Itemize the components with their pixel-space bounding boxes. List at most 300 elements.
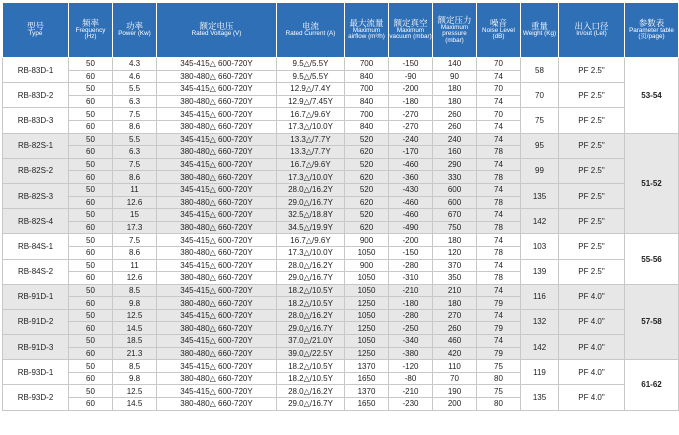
current-cell: 34.5△/19.9Y (277, 221, 345, 234)
pressure-cell: 270 (433, 309, 477, 322)
noise-cell: 78 (477, 246, 521, 259)
airflow-cell: 620 (345, 221, 389, 234)
power-cell: 12.5 (113, 385, 157, 398)
power-cell: 8.5 (113, 360, 157, 373)
frequency-cell: 50 (69, 108, 113, 121)
noise-cell: 78 (477, 221, 521, 234)
frequency-cell: 60 (69, 347, 113, 360)
header-max-vacuum-zh: 额定真空 (393, 17, 428, 28)
frequency-cell: 50 (69, 385, 113, 398)
table-row (3, 234, 679, 247)
vacuum-cell: -280 (389, 309, 433, 322)
voltage-cell: 345-415△ 600-720Y (157, 58, 277, 71)
port-cell: PF 2.5" (559, 133, 625, 158)
header-max-airflow (345, 3, 389, 58)
current-cell: 12.9△/7.45Y (277, 95, 345, 108)
vacuum-cell: -430 (389, 183, 433, 196)
voltage-cell: 345-415△ 600-720Y (157, 108, 277, 121)
header-type-en: Type (28, 30, 43, 38)
voltage-cell: 380-480△ 660-720Y (157, 70, 277, 83)
header-power-zh: 功率 (125, 21, 143, 32)
current-cell: 9.5△/5.5Y (277, 70, 345, 83)
airflow-cell: 1050 (345, 309, 389, 322)
voltage-cell: 345-415△ 600-720Y (157, 309, 277, 322)
noise-cell: 70 (477, 108, 521, 121)
header-frequency (69, 3, 113, 58)
noise-cell: 74 (477, 259, 521, 272)
frequency-cell: 60 (69, 171, 113, 184)
current-cell: 13.3△/7.7Y (277, 146, 345, 159)
frequency-cell: 60 (69, 272, 113, 285)
frequency-cell: 60 (69, 120, 113, 133)
weight-cell: 75 (521, 108, 559, 133)
airflow-cell: 900 (345, 234, 389, 247)
header-frequency-en: Frequency (Hz) (75, 26, 106, 41)
vacuum-cell: -270 (389, 108, 433, 121)
current-cell: 17.3△/10.0Y (277, 171, 345, 184)
power-cell: 21.3 (113, 347, 157, 360)
frequency-cell: 50 (69, 83, 113, 96)
port-cell: PF 2.5" (559, 108, 625, 133)
noise-cell: 78 (477, 196, 521, 209)
table-row (3, 158, 679, 171)
model-type-cell: RB-84S-2 (3, 259, 69, 284)
table-body (3, 58, 679, 411)
vacuum-cell: -180 (389, 95, 433, 108)
vacuum-cell: -460 (389, 196, 433, 209)
noise-cell: 70 (477, 58, 521, 71)
header-type (3, 3, 69, 58)
noise-cell: 74 (477, 183, 521, 196)
model-type-cell: RB-82S-1 (3, 133, 69, 158)
voltage-cell: 380-480△ 660-720Y (157, 196, 277, 209)
airflow-cell: 1050 (345, 284, 389, 297)
airflow-cell: 1050 (345, 272, 389, 285)
port-cell: PF 4.0" (559, 335, 625, 360)
voltage-cell: 345-415△ 600-720Y (157, 360, 277, 373)
model-type-cell: RB-82S-4 (3, 209, 69, 234)
header-max-pressure-zh: 额定压力 (437, 14, 472, 25)
current-cell: 28.0△/16.2Y (277, 183, 345, 196)
frequency-cell: 60 (69, 196, 113, 209)
voltage-cell: 380-480△ 660-720Y (157, 347, 277, 360)
frequency-cell: 50 (69, 158, 113, 171)
airflow-cell: 520 (345, 133, 389, 146)
noise-cell: 79 (477, 297, 521, 310)
port-cell: PF 2.5" (559, 209, 625, 234)
pressure-cell: 240 (433, 133, 477, 146)
frequency-cell: 60 (69, 297, 113, 310)
port-cell: PF 2.5" (559, 183, 625, 208)
table-row (3, 284, 679, 297)
weight-cell: 58 (521, 58, 559, 83)
noise-cell: 74 (477, 133, 521, 146)
header-rated-voltage-en: Rated Voltage (V) (191, 30, 242, 38)
current-cell: 29.0△/16.7Y (277, 398, 345, 411)
pressure-cell: 350 (433, 272, 477, 285)
voltage-cell: 380-480△ 660-720Y (157, 95, 277, 108)
power-cell: 14.5 (113, 322, 157, 335)
header-in-out-en: In/out (Let) (576, 30, 607, 38)
vacuum-cell: -460 (389, 158, 433, 171)
noise-cell: 74 (477, 209, 521, 222)
header-rated-current-zh: 电流 (301, 21, 319, 32)
noise-cell: 74 (477, 70, 521, 83)
voltage-cell: 380-480△ 660-720Y (157, 372, 277, 385)
airflow-cell: 700 (345, 58, 389, 71)
airflow-cell: 1650 (345, 372, 389, 385)
noise-cell: 74 (477, 309, 521, 322)
weight-cell: 139 (521, 259, 559, 284)
model-type-cell: RB-82S-3 (3, 183, 69, 208)
weight-cell: 70 (521, 83, 559, 108)
header-noise-level-zh: 噪音 (489, 17, 507, 28)
weight-cell: 119 (521, 360, 559, 385)
power-cell: 7.5 (113, 234, 157, 247)
header-weight-zh: 重量 (530, 21, 548, 32)
table-row (3, 83, 679, 96)
model-type-cell: RB-91D-3 (3, 335, 69, 360)
frequency-cell: 50 (69, 183, 113, 196)
noise-cell: 70 (477, 83, 521, 96)
airflow-cell: 620 (345, 171, 389, 184)
vacuum-cell: -180 (389, 297, 433, 310)
noise-cell: 75 (477, 360, 521, 373)
current-cell: 28.0△/16.2Y (277, 259, 345, 272)
voltage-cell: 380-480△ 660-720Y (157, 246, 277, 259)
current-cell: 18.2△/10.5Y (277, 284, 345, 297)
frequency-cell: 60 (69, 398, 113, 411)
port-cell: PF 2.5" (559, 158, 625, 183)
frequency-cell: 50 (69, 133, 113, 146)
voltage-cell: 380-480△ 660-720Y (157, 120, 277, 133)
pressure-cell: 70 (433, 372, 477, 385)
pressure-cell: 750 (433, 221, 477, 234)
power-cell: 6.3 (113, 95, 157, 108)
page-ref-cell: 53-54 (625, 58, 679, 134)
pressure-cell: 190 (433, 385, 477, 398)
current-cell: 13.3△/7.7Y (277, 133, 345, 146)
table-row (3, 360, 679, 373)
airflow-cell: 1370 (345, 385, 389, 398)
vacuum-cell: -200 (389, 234, 433, 247)
noise-cell: 79 (477, 347, 521, 360)
airflow-cell: 1370 (345, 360, 389, 373)
vacuum-cell: -230 (389, 398, 433, 411)
airflow-cell: 1250 (345, 322, 389, 335)
header-weight (521, 3, 559, 58)
current-cell: 16.7△/9.6Y (277, 234, 345, 247)
current-cell: 18.2△/10.5Y (277, 372, 345, 385)
model-type-cell: RB-84S-1 (3, 234, 69, 259)
frequency-cell: 50 (69, 58, 113, 71)
airflow-cell: 700 (345, 108, 389, 121)
voltage-cell: 345-415△ 600-720Y (157, 335, 277, 348)
voltage-cell: 345-415△ 600-720Y (157, 284, 277, 297)
frequency-cell: 50 (69, 209, 113, 222)
table-row (3, 385, 679, 398)
vacuum-cell: -240 (389, 133, 433, 146)
header-parameter-table (625, 3, 679, 58)
pressure-cell: 600 (433, 183, 477, 196)
voltage-cell: 345-415△ 600-720Y (157, 385, 277, 398)
airflow-cell: 1250 (345, 347, 389, 360)
noise-cell: 75 (477, 385, 521, 398)
current-cell: 39.0△/22.5Y (277, 347, 345, 360)
weight-cell: 99 (521, 158, 559, 183)
noise-cell: 74 (477, 335, 521, 348)
noise-cell: 74 (477, 284, 521, 297)
header-row (3, 3, 679, 58)
pressure-cell: 90 (433, 70, 477, 83)
header-max-vacuum (389, 3, 433, 58)
pressure-cell: 120 (433, 246, 477, 259)
voltage-cell: 380-480△ 660-720Y (157, 297, 277, 310)
power-cell: 8.6 (113, 246, 157, 259)
port-cell: PF 2.5" (559, 58, 625, 83)
pressure-cell: 370 (433, 259, 477, 272)
airflow-cell: 840 (345, 95, 389, 108)
frequency-cell: 60 (69, 70, 113, 83)
table-row (3, 58, 679, 71)
model-type-cell: RB-91D-1 (3, 284, 69, 309)
pressure-cell: 180 (433, 95, 477, 108)
model-type-cell: RB-91D-2 (3, 309, 69, 334)
power-cell: 15 (113, 209, 157, 222)
frequency-cell: 60 (69, 372, 113, 385)
model-type-cell: RB-93D-1 (3, 360, 69, 385)
pressure-cell: 670 (433, 209, 477, 222)
vacuum-cell: -340 (389, 335, 433, 348)
vacuum-cell: -80 (389, 372, 433, 385)
header-max-pressure-en: Maximum pressure (mbar) (440, 23, 469, 44)
table-row (3, 335, 679, 348)
header-max-airflow-zh: 最大流量 (349, 17, 384, 28)
model-type-cell: RB-93D-2 (3, 385, 69, 410)
noise-cell: 79 (477, 322, 521, 335)
current-cell: 29.0△/16.7Y (277, 272, 345, 285)
header-max-vacuum-en: Maximum vacuum (mbar) (389, 26, 432, 41)
current-cell: 17.3△/10.0Y (277, 120, 345, 133)
weight-cell: 103 (521, 234, 559, 259)
frequency-cell: 50 (69, 309, 113, 322)
noise-cell: 74 (477, 234, 521, 247)
page-ref-cell: 55-56 (625, 234, 679, 284)
power-cell: 8.6 (113, 171, 157, 184)
noise-cell: 80 (477, 372, 521, 385)
noise-cell: 78 (477, 272, 521, 285)
current-cell: 37.0△/21.0Y (277, 335, 345, 348)
power-cell: 12.5 (113, 309, 157, 322)
voltage-cell: 380-480△ 660-720Y (157, 171, 277, 184)
power-cell: 4.3 (113, 58, 157, 71)
table-row (3, 133, 679, 146)
voltage-cell: 345-415△ 600-720Y (157, 83, 277, 96)
weight-cell: 142 (521, 209, 559, 234)
frequency-cell: 50 (69, 234, 113, 247)
page-ref-cell: 51-52 (625, 133, 679, 234)
pressure-cell: 260 (433, 322, 477, 335)
voltage-cell: 345-415△ 600-720Y (157, 209, 277, 222)
pressure-cell: 600 (433, 196, 477, 209)
voltage-cell: 345-415△ 600-720Y (157, 183, 277, 196)
header-parameter-table-zh: 参数表 (638, 17, 665, 28)
pressure-cell: 260 (433, 108, 477, 121)
pressure-cell: 180 (433, 297, 477, 310)
port-cell: PF 4.0" (559, 385, 625, 410)
header-rated-current (277, 3, 345, 58)
header-frequency-zh: 频率 (81, 17, 99, 28)
power-cell: 11 (113, 183, 157, 196)
pressure-cell: 200 (433, 398, 477, 411)
power-cell: 5.5 (113, 133, 157, 146)
current-cell: 9.5△/5.5Y (277, 58, 345, 71)
page-ref-cell: 61-62 (625, 360, 679, 410)
port-cell: PF 4.0" (559, 284, 625, 309)
weight-cell: 95 (521, 133, 559, 158)
voltage-cell: 380-480△ 660-720Y (157, 398, 277, 411)
vacuum-cell: -490 (389, 221, 433, 234)
current-cell: 16.7△/9.6Y (277, 158, 345, 171)
airflow-cell: 620 (345, 146, 389, 159)
airflow-cell: 1050 (345, 246, 389, 259)
frequency-cell: 50 (69, 284, 113, 297)
airflow-cell: 1650 (345, 398, 389, 411)
frequency-cell: 50 (69, 335, 113, 348)
voltage-cell: 380-480△ 660-720Y (157, 221, 277, 234)
spec-table (2, 2, 679, 411)
vacuum-cell: -280 (389, 259, 433, 272)
vacuum-cell: -200 (389, 83, 433, 96)
current-cell: 12.9△/7.4Y (277, 83, 345, 96)
pressure-cell: 420 (433, 347, 477, 360)
airflow-cell: 840 (345, 120, 389, 133)
model-type-cell: RB-83D-1 (3, 58, 69, 83)
airflow-cell: 520 (345, 158, 389, 171)
frequency-cell: 60 (69, 322, 113, 335)
weight-cell: 116 (521, 284, 559, 309)
power-cell: 17.3 (113, 221, 157, 234)
vacuum-cell: -150 (389, 246, 433, 259)
weight-cell: 142 (521, 335, 559, 360)
current-cell: 18.2△/10.5Y (277, 297, 345, 310)
power-cell: 9.8 (113, 372, 157, 385)
airflow-cell: 700 (345, 83, 389, 96)
weight-cell: 135 (521, 183, 559, 208)
header-max-airflow-en: Maximum airflow (m³/h) (348, 26, 385, 41)
pressure-cell: 460 (433, 335, 477, 348)
header-rated-voltage (157, 3, 277, 58)
port-cell: PF 2.5" (559, 83, 625, 108)
current-cell: 32.5△/18.8Y (277, 209, 345, 222)
power-cell: 5.5 (113, 83, 157, 96)
header-type-zh: 型号 (26, 21, 44, 32)
power-cell: 8.6 (113, 120, 157, 133)
vacuum-cell: -270 (389, 120, 433, 133)
weight-cell: 132 (521, 309, 559, 334)
table-row (3, 259, 679, 272)
port-cell: PF 4.0" (559, 309, 625, 334)
power-cell: 18.5 (113, 335, 157, 348)
frequency-cell: 50 (69, 360, 113, 373)
port-cell: PF 4.0" (559, 360, 625, 385)
airflow-cell: 520 (345, 183, 389, 196)
airflow-cell: 1250 (345, 297, 389, 310)
noise-cell: 78 (477, 146, 521, 159)
vacuum-cell: -210 (389, 385, 433, 398)
vacuum-cell: -120 (389, 360, 433, 373)
pressure-cell: 140 (433, 58, 477, 71)
pressure-cell: 260 (433, 120, 477, 133)
airflow-cell: 900 (345, 259, 389, 272)
pressure-cell: 290 (433, 158, 477, 171)
current-cell: 16.7△/9.6Y (277, 108, 345, 121)
current-cell: 28.0△/16.2Y (277, 385, 345, 398)
current-cell: 29.0△/16.7Y (277, 196, 345, 209)
power-cell: 12.6 (113, 272, 157, 285)
current-cell: 18.2△/10.5Y (277, 360, 345, 373)
airflow-cell: 620 (345, 196, 389, 209)
current-cell: 29.0△/16.7Y (277, 322, 345, 335)
voltage-cell: 345-415△ 600-720Y (157, 158, 277, 171)
power-cell: 7.5 (113, 158, 157, 171)
header-weight-en: Weight (Kg) (522, 30, 557, 38)
table-row (3, 309, 679, 322)
header-power (113, 3, 157, 58)
voltage-cell: 345-415△ 600-720Y (157, 133, 277, 146)
power-cell: 12.6 (113, 196, 157, 209)
noise-cell: 78 (477, 171, 521, 184)
weight-cell: 135 (521, 385, 559, 410)
power-cell: 9.8 (113, 297, 157, 310)
frequency-cell: 60 (69, 246, 113, 259)
noise-cell: 74 (477, 95, 521, 108)
header-parameter-table-en: Parameter table (页/page) (629, 26, 674, 41)
pressure-cell: 330 (433, 171, 477, 184)
airflow-cell: 840 (345, 70, 389, 83)
header-in-out-zh: 出入口径 (574, 21, 609, 32)
voltage-cell: 345-415△ 600-720Y (157, 234, 277, 247)
power-cell: 4.6 (113, 70, 157, 83)
airflow-cell: 520 (345, 209, 389, 222)
voltage-cell: 380-480△ 660-720Y (157, 146, 277, 159)
table-row (3, 183, 679, 196)
airflow-cell: 1050 (345, 335, 389, 348)
voltage-cell: 380-480△ 660-720Y (157, 272, 277, 285)
port-cell: PF 2.5" (559, 259, 625, 284)
power-cell: 8.5 (113, 284, 157, 297)
header-rated-voltage-zh: 额定电压 (199, 21, 234, 32)
power-cell: 6.3 (113, 146, 157, 159)
header-noise-level (477, 3, 521, 58)
header-max-pressure (433, 3, 477, 58)
noise-cell: 74 (477, 158, 521, 171)
current-cell: 17.3△/10.0Y (277, 246, 345, 259)
table-row (3, 209, 679, 222)
header-rated-current-en: Rated Current (A) (285, 30, 336, 38)
header-power-en: Power (Kw) (118, 30, 151, 38)
vacuum-cell: -150 (389, 58, 433, 71)
vacuum-cell: -170 (389, 146, 433, 159)
noise-cell: 74 (477, 120, 521, 133)
pressure-cell: 210 (433, 284, 477, 297)
vacuum-cell: -380 (389, 347, 433, 360)
vacuum-cell: -310 (389, 272, 433, 285)
vacuum-cell: -360 (389, 171, 433, 184)
pressure-cell: 160 (433, 146, 477, 159)
noise-cell: 80 (477, 398, 521, 411)
pressure-cell: 180 (433, 83, 477, 96)
